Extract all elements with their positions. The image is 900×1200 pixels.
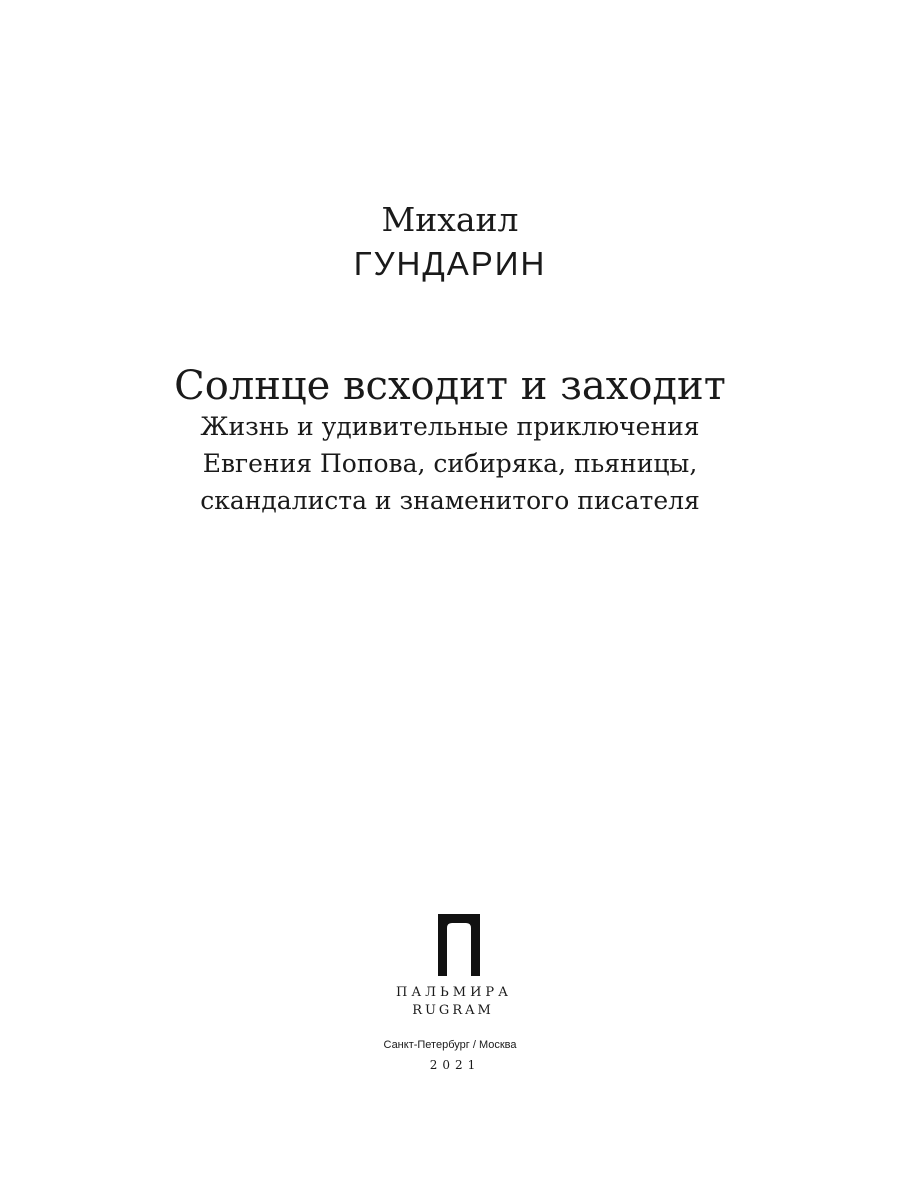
arch-logo-icon bbox=[438, 914, 480, 976]
publisher-cities: Санкт-Петербург / Москва bbox=[383, 1039, 517, 1051]
book-subtitle-line: Жизнь и удивительные приключения bbox=[200, 412, 700, 441]
book-title: Солнце всходит и заходит bbox=[174, 363, 726, 409]
author-last-name: ГУНДАРИН bbox=[353, 245, 547, 282]
publication-year: 2021 bbox=[429, 1058, 481, 1072]
book-subtitle-line: Евгения Попова, сибиряка, пьяницы, bbox=[202, 449, 698, 478]
publisher-sub-name: RUGRAM bbox=[412, 1003, 494, 1018]
book-subtitle-line: скандалиста и знаменитого писателя bbox=[200, 486, 700, 515]
author-first-name: Михаил bbox=[381, 200, 519, 239]
publisher-name: ПАЛЬМИРА bbox=[395, 985, 513, 1000]
